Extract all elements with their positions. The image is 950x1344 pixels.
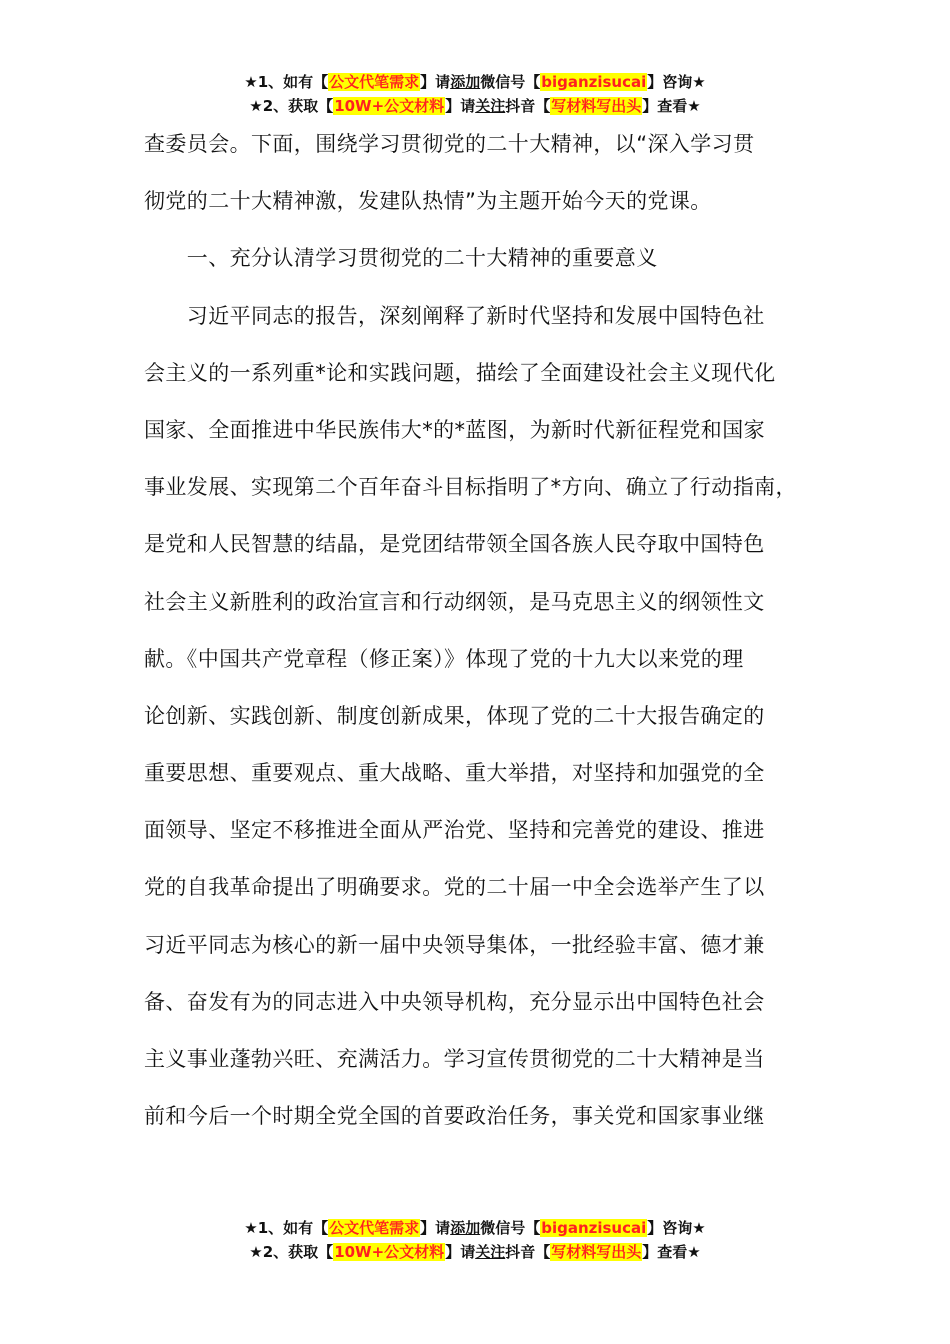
text-line: 习近平同志为核心的新一届中央领导集体，一批经验丰富、德才兼 bbox=[144, 932, 765, 957]
banner-text: 】请 bbox=[445, 97, 476, 115]
text-line: 备、奋发有为的同志进入中央领导机构，充分显示出中国特色社会 bbox=[144, 989, 765, 1014]
text-line: 会主义的一系列重*论和实践问题，描绘了全面建设社会主义现代化 bbox=[144, 360, 776, 385]
banner-line-1 bbox=[0, 1216, 950, 1240]
banner-text: ★1、如有【 bbox=[244, 1219, 329, 1237]
text-line: 是党和人民智慧的结晶，是党团结带领全国各族人民夺取中国特色 bbox=[144, 532, 765, 557]
banner-text: 】查看★ bbox=[642, 1243, 701, 1261]
text-line: 查委员会。下面，围绕学习贯彻党的二十大精神，以“深入学习贯 bbox=[144, 132, 755, 156]
banner-text: 】咨询★ bbox=[647, 73, 706, 91]
highlight-wechat-id: biganzisucai bbox=[541, 1219, 647, 1237]
highlight-wechat-id: biganzisucai bbox=[541, 73, 647, 91]
highlight-douyin-id: 写材料写出头 bbox=[551, 97, 642, 115]
banner-text: 】请 bbox=[445, 1243, 476, 1261]
banner-text: 】请 bbox=[420, 73, 451, 91]
highlight-service: 公文代笔需求 bbox=[329, 1219, 420, 1237]
text-line: 论创新、实践创新、制度创新成果，体现了党的二十大报告确定的 bbox=[144, 703, 765, 728]
banner-text: 微信号【 bbox=[480, 73, 541, 91]
text-line: 重要思想、重要观点、重大战略、重大举措，对坚持和加强党的全 bbox=[144, 761, 765, 786]
banner-underlined-text: 关注 bbox=[475, 97, 506, 115]
text-line: 社会主义新胜利的政治宣言和行动纲领，是马克思主义的纲领性文 bbox=[144, 589, 765, 614]
highlight-service: 公文代笔需求 bbox=[329, 73, 420, 91]
section-heading: 一、充分认清学习贯彻党的二十大精神的重要意义 bbox=[144, 246, 658, 271]
text-line: 彻党的二十大精神激，发建队热情”为主题开始今天的党课。 bbox=[144, 189, 712, 214]
banner-underlined-text: 添加 bbox=[450, 1219, 481, 1237]
text-line: 党的自我革命提出了明确要求。党的二十届一中全会选举产生了以 bbox=[144, 875, 765, 900]
banner-underlined-text: 关注 bbox=[475, 1243, 506, 1261]
footer-banner bbox=[0, 1216, 950, 1264]
banner-line-2 bbox=[0, 94, 950, 118]
header-banner bbox=[0, 70, 950, 118]
banner-text: 微信号【 bbox=[480, 1219, 541, 1237]
highlight-materials: 10W+公文材料 bbox=[334, 1243, 445, 1261]
banner-text: 】咨询★ bbox=[647, 1219, 706, 1237]
text-line: 习近平同志的报告，深刻阐释了新时代坚持和发展中国特色社 bbox=[144, 303, 765, 328]
text-line: 国家、全面推进中华民族伟大*的*蓝图，为新时代新征程党和国家 bbox=[144, 417, 765, 442]
banner-text: 抖音【 bbox=[505, 97, 551, 115]
text-line: 面领导、坚定不移推进全面从严治党、坚持和完善党的建设、推进 bbox=[144, 818, 765, 843]
text-line: 前和今后一个时期全党全国的首要政治任务，事关党和国家事业继 bbox=[144, 1104, 765, 1129]
banner-line-1 bbox=[0, 70, 950, 94]
banner-text: 抖音【 bbox=[505, 1243, 551, 1261]
banner-underlined-text: 添加 bbox=[450, 73, 481, 91]
banner-line-2 bbox=[0, 1240, 950, 1264]
document-body bbox=[144, 122, 844, 1151]
text-line: 主义事业蓬勃兴旺、充满活力。学习宣传贯彻党的二十大精神是当 bbox=[144, 1047, 765, 1071]
text-line: 事业发展、实现第二个百年奋斗目标指明了*方向、确立了行动指南， bbox=[144, 475, 797, 500]
banner-text: ★2、获取【 bbox=[249, 1243, 334, 1261]
highlight-materials: 10W+公文材料 bbox=[334, 97, 445, 115]
banner-text: 】请 bbox=[420, 1219, 451, 1237]
banner-text: ★1、如有【 bbox=[244, 73, 329, 91]
banner-text: 】查看★ bbox=[642, 97, 701, 115]
text-line: 献。《中国共产党章程（修正案）》体现了党的十九大以来党的理 bbox=[144, 646, 744, 671]
highlight-douyin-id: 写材料写出头 bbox=[551, 1243, 642, 1261]
banner-text: ★2、获取【 bbox=[249, 97, 334, 115]
